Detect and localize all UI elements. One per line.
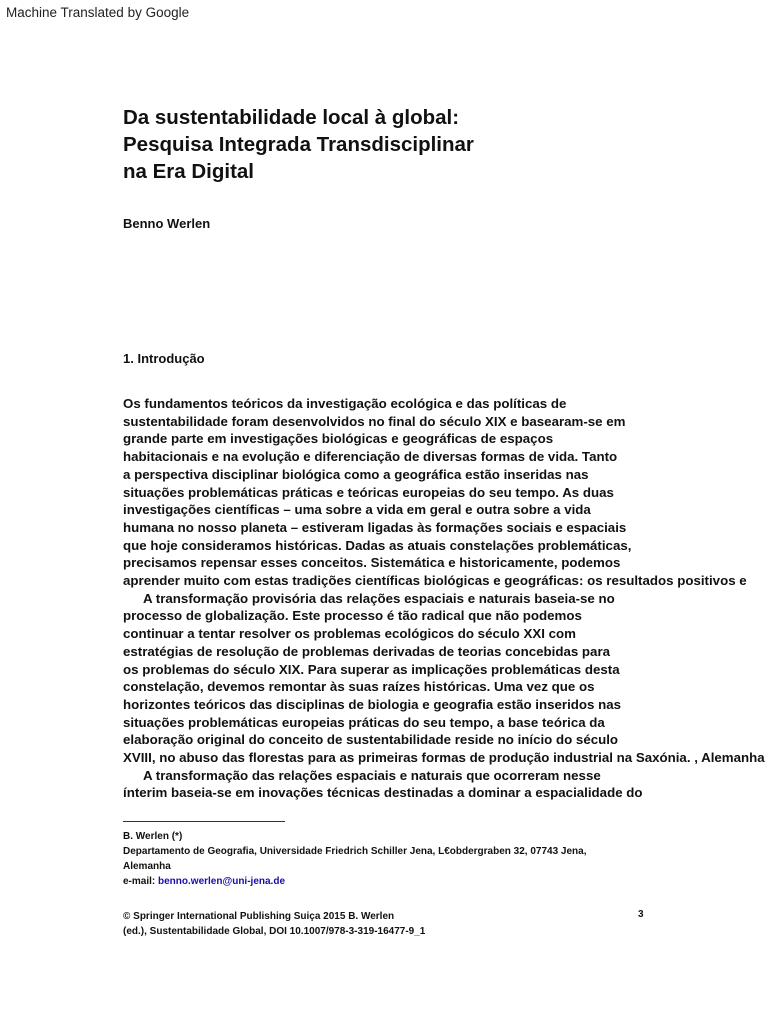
body-line: estratégias de resolução de problemas derivadas de teorias concebidas para (123, 643, 611, 659)
author-name: Benno Werlen (123, 216, 211, 231)
body-line: investigações científicas – uma sobre a vida em geral e outra sobre a vida (123, 502, 591, 518)
title-line: Pesquisa Integrada Transdisciplinar (123, 133, 474, 156)
body-line: processo de globalização. Este processo é tão radical que não podemos (123, 608, 582, 624)
title-line: Da sustentabilidade local à global: (123, 106, 460, 129)
body-line: habitacionais e na evolução e diferenciação de diversas formas de vida. Tanto (123, 449, 618, 465)
body-line: humana no nosso planeta – estiveram ligadas às formações sociais e espaciais (123, 519, 627, 535)
copyright-line: (ed.), Sustentabilidade Global, DOI 10.1007/978-3-319-16477-9_1 (123, 926, 426, 937)
copyright-line: © Springer International Publishing Suiça 2015 B. Werlen (123, 911, 395, 922)
body-line: elaboração original do conceito de sustentabilidade reside no início do século (123, 732, 619, 748)
body-line: horizontes teóricos das disciplinas de biologia e geografia estão inseridos nas (123, 696, 622, 712)
footnote-author: B. Werlen (*) (123, 831, 183, 842)
footnote-email-row (123, 874, 683, 889)
machine-translation-banner: Machine Translated by Google (6, 5, 190, 20)
body-text (123, 395, 768, 802)
footnote-affiliation: Departamento de Geografia, Universidade Friedrich Schiller Jena, L€obdergraben 32, 07743 Jena, (123, 846, 587, 857)
footnote-country: Alemanha (123, 861, 171, 872)
footnote-divider (123, 821, 285, 822)
body-line: sustentabilidade foram desenvolvidos no final do século XIX e basearam-se em (123, 413, 626, 429)
body-line: ínterim baseia-se em inovações técnicas destinadas a dominar a espacialidade do (123, 785, 643, 801)
author-footnote (123, 829, 683, 889)
body-line: grande parte em investigações biológicas e geográficas de espaços (123, 431, 554, 447)
body-line: continuar a tentar resolver os problemas ecológicos do século XXI com (123, 626, 576, 642)
body-line: os problemas do século XIX. Para superar as implicações problemáticas desta (123, 661, 620, 677)
section-heading: 1. Introdução (123, 351, 205, 366)
body-line: A transformação das relações espaciais e naturais que ocorreram nesse (143, 767, 601, 783)
body-line: A transformação provisória das relações espaciais e naturais baseia-se no (143, 590, 615, 606)
body-line: a perspectiva disciplinar biológica como a geográfica estão inseridas nas (123, 466, 589, 482)
title-line: na Era Digital (123, 160, 255, 183)
body-line: aprender muito com estas tradições científicas biológicas e geográficas: os resultados positivos e (123, 573, 747, 589)
copyright-notice (123, 909, 603, 939)
body-line: XVIII, no abuso das florestas para as primeiras formas de produção industrial na Saxónia. , Alemanha (123, 750, 765, 766)
email-label: e-mail: (123, 876, 159, 887)
paper-title (123, 104, 683, 185)
body-line: precisamos repensar esses conceitos. Sistemática e historicamente, podemos (123, 555, 621, 571)
author-email-link[interactable]: benno.werlen@uni-jena.de (158, 876, 286, 887)
body-line: situações problemáticas práticas e teóricas europeias do seu tempo. As duas (123, 484, 614, 500)
body-line: constelação, devemos remontar às suas raízes históricas. Uma vez que os (123, 679, 595, 695)
body-line: que hoje consideramos históricas. Dadas as atuais constelações problemáticas, (123, 537, 632, 553)
page-number: 3 (638, 909, 644, 920)
body-line: situações problemáticas europeias práticas do seu tempo, a base teórica da (123, 714, 605, 730)
body-line: Os fundamentos teóricos da investigação ecológica e das políticas de (123, 396, 567, 411)
